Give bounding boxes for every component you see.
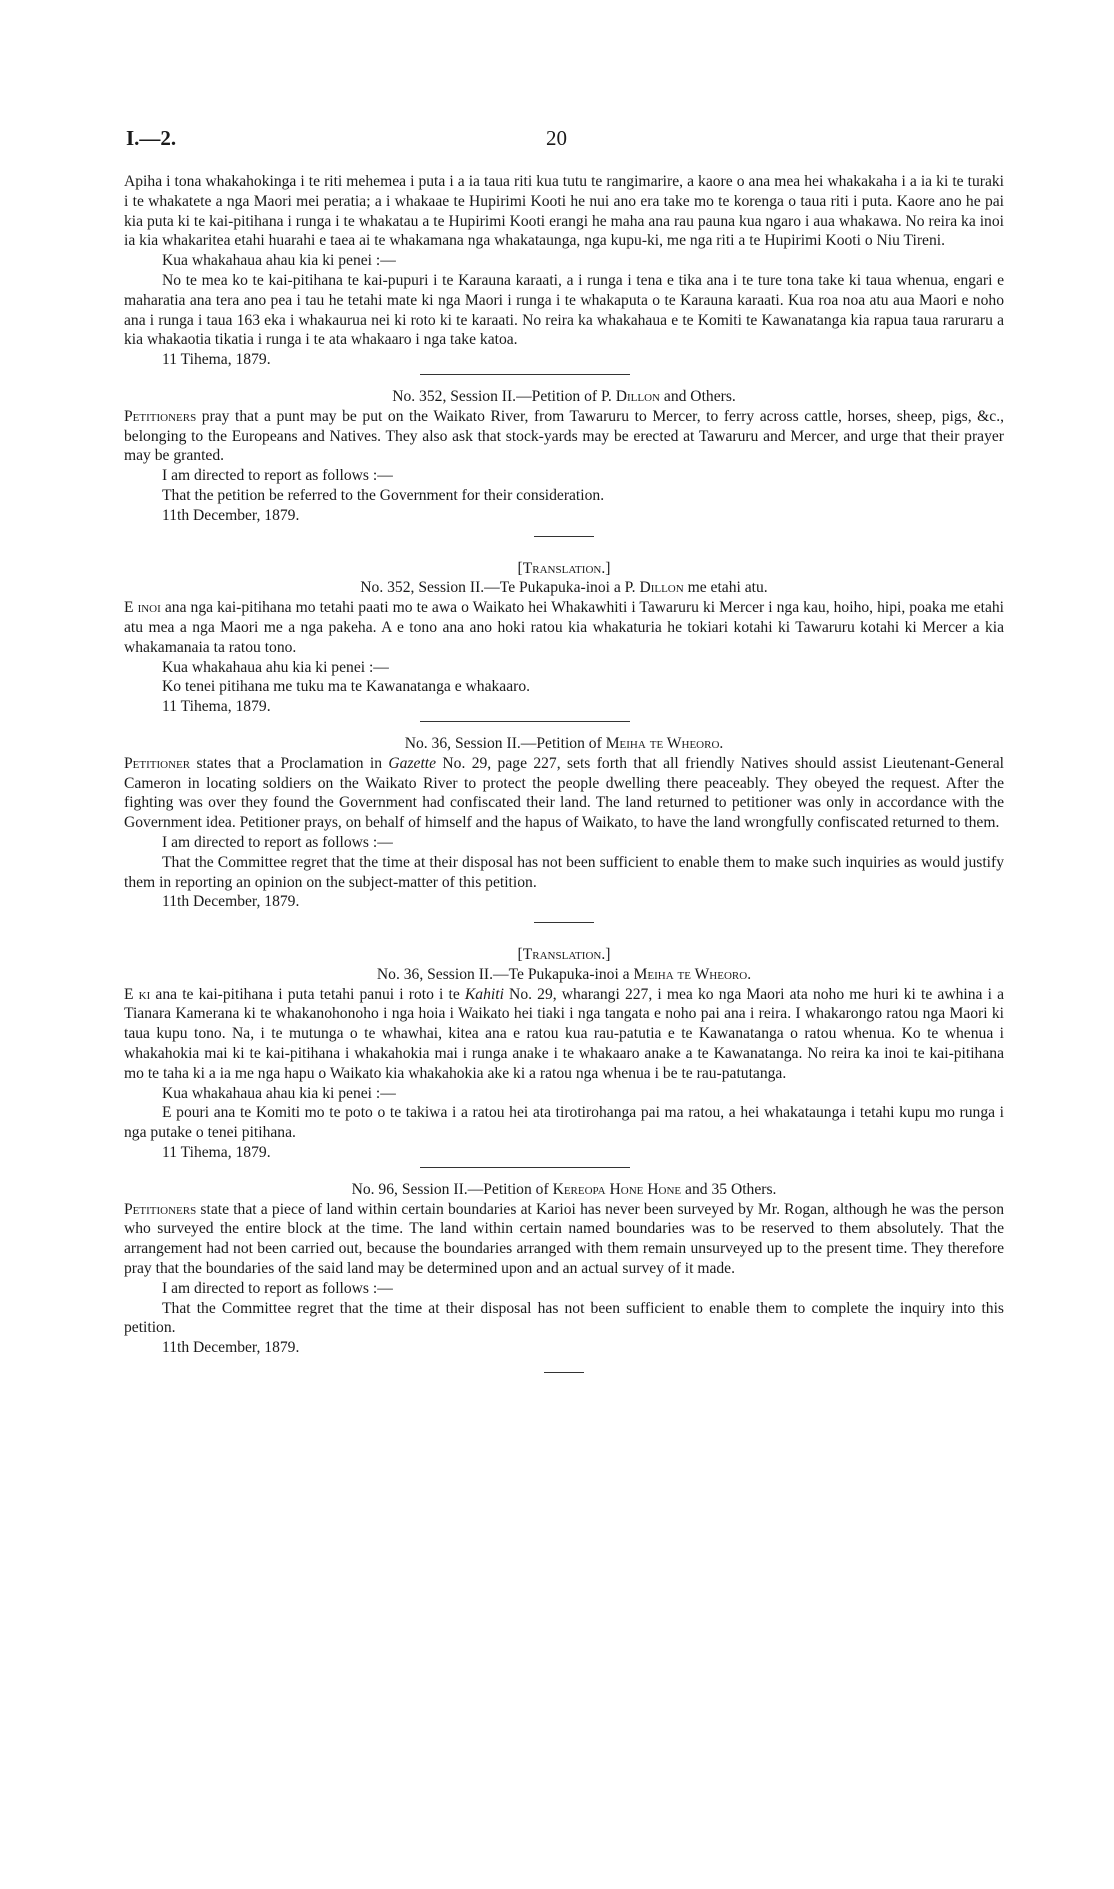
section-heading: No. 96, Session II.—Petition of Kereopa Hone Hone and 35 Others. <box>351 1180 777 1198</box>
paragraph: That the Committee regret that the time at their disposal has not been sufficient to enable them to make such inquiries as would justify them in reporting an opinion on the subject-matter of this petition. <box>124 853 1004 891</box>
section-divider <box>420 721 630 722</box>
paragraph: That the petition be referred to the Government for their consideration. <box>162 486 605 504</box>
section-heading: No. 36, Session II.—Petition of Meiha te Wheoro. <box>404 734 724 752</box>
paragraph: Petitioner states that a Proclamation in Gazette No. 29, page 227, sets forth that all friendly Natives should assist Lieutenant-General Cameron in locating soldiers on the Waikato River to protect the people dwelling there peaceably. They obeyed the request. After the fighting was over they found the Government had confiscated their land. The land returned to petitioner was only in accordance with the Government idea. Petitioner prays, on behalf of himself and the hapus of Waikato, to have the land wrongfully confiscated returned to them. <box>124 754 1004 832</box>
paragraph: Ko tenei pitihana me tuku ma te Kawanatanga e whakaaro. <box>162 678 531 696</box>
paragraph: No te mea ko te kai-pitihana te kai-pupuri i te Karauna karaati, a i runga i tena e tika ana i te ture tona take ki taua whenua, engari e maharatia ana tera ano pea i tau he tetahi mate ki nga Maori i runga i te whakaputa o te Karauna karaati. Kua roa noa atu aua Maori e noho ana i runga i taua 163 eka i whakaurua nei ki roto ki te karaati. No reira ka whakahaua e te Komiti te Kawanatanga kia rapua taua raruraru a kia whakaotia tikatia i runga i te ata whakaaro i nga take katoa. <box>124 271 1004 349</box>
document-reference: I.—2. <box>126 126 177 150</box>
end-divider <box>544 1372 584 1373</box>
page-body <box>124 172 1004 1373</box>
date-line: 11 Tihema, 1879. <box>162 698 271 716</box>
date-line: 11 Tihema, 1879. <box>162 1144 271 1162</box>
section-divider <box>420 1167 630 1168</box>
paragraph: Apiha i tona whakahokinga i te riti mehemea i puta i a ia taua riti kua tutu te rangimarire, a kaore o ana mea hei whakakaha i a ia ki te turaki i te whakatete a nga Maori mei peratia; a i whakaae te Hupirimi Kooti he nui ano era take mo te korenga o taua riti i puta. Kaore ano he pai kia puta ki te kai-pitihana i runga i te whakatau a te Hupirimi Kooti erangi he maha ana rau pauna kua ngaro i aua whakawa. No reira ka inoi ia kia whakaritea etahi huarahi e taea ai te whakamana nga whakataunga, nga kupu-ki, me nga riti a te Hupirimi Kooti o Niu Tireni. <box>124 173 1004 250</box>
date-line: 11 Tihema, 1879. <box>162 351 271 369</box>
section-heading: No. 352, Session II.—Te Pukapuka-inoi a P. Dillon me etahi atu. <box>360 579 768 597</box>
paragraph: E ki ana te kai-pitihana i puta tetahi panui i roto i te Kahiti No. 29, wharangi 227, i mea ko nga Maori ata noho me huri ki te awhina i a Tianara Kamerana ki te whakanohonoho i nga hoia i Waikato hei tiaki i nga tangata e noho pai ana i reira. I whakarongo ratou nga Maori ki taua kupu tono. Na, i te mutunga o te whawhai, kitea ana e ratou kua rau-patutia e te Kawanatanga o ratou whenua. Ko te whenua i whakahokia mai ki te kai-pitihana i whakahokia mai i runga anake i te whakaaro anake a te Kawanatanga. No reira ka inoi te kai-pitihana mo te taha ki a ia me nga hapu o Waikato kia whakahokia ake ki a ratou nga whenua i be te rau-patutanga. <box>124 985 1005 1082</box>
section-heading: No. 36, Session II.—Te Pukapuka-inoi a Meiha te Wheoro. <box>376 965 752 983</box>
paragraph: I am directed to report as follows :— <box>162 467 393 485</box>
paragraph: Petitioners state that a piece of land within certain boundaries at Karioi has never been surveyed by Mr. Rogan, although he was the person who surveyed the entire block at the time. The land within certain named boundaries was to be reserved to them absolutely. That the arrangement had not been carried out, because the boundaries arranged with them remain unsurveyed up to the present time. They therefore pray that the boundaries of the said land may be determined upon and an actual survey of it made. <box>124 1200 1004 1278</box>
paragraph: Kua whakahaua ahau kia ki penei :— <box>162 252 396 270</box>
date-line: 11th December, 1879. <box>162 893 300 911</box>
translation-label: [Translation.] <box>517 946 611 964</box>
date-line: 11th December, 1879. <box>162 506 300 524</box>
paragraph: E inoi ana nga kai-pitihana mo tetahi paati mo te awa o Waikato hei Whakawhiti i Tawaruru ki Mercer i nga kau, hoiho, hipi, poaka me etahi atu mea a nga Maori me a nga pakeha. A e tono ana ano hoki ratou kia whakaturia he tokiari kotahi ki Tawaruru kotahi ki Mercer a kia whakamanaia ta ratou tono. <box>124 599 1004 656</box>
date-line: 11th December, 1879. <box>162 1339 300 1357</box>
short-divider <box>534 922 594 923</box>
paragraph: I am directed to report as follows :— <box>162 833 393 851</box>
paragraph: Kua whakahaua ahau kia ki penei :— <box>162 1084 396 1102</box>
section-heading: No. 352, Session II.—Petition of P. Dillon and Others. <box>392 387 736 405</box>
translation-label: [Translation.] <box>517 559 611 577</box>
paragraph: Petitioners pray that a punt may be put on the Waikato River, from Tawaruru to Mercer, to ferry across cattle, horses, sheep, pigs, &c., belonging to the Europeans and Natives. They also ask that stock-yards may be erected at Tawaruru and Mercer, and urge that their prayer may be granted. <box>124 407 1004 465</box>
page-number: 20 <box>546 126 567 150</box>
paragraph: That the Committee regret that the time at their disposal has not been sufficient to enable them to complete the inquiry into this petition. <box>124 1299 1004 1337</box>
section-divider <box>420 374 630 375</box>
paragraph: I am directed to report as follows :— <box>162 1279 393 1297</box>
page-header <box>126 126 986 156</box>
paragraph: Kua whakahaua ahu kia ki penei :— <box>162 658 389 676</box>
paragraph: E pouri ana te Komiti mo te poto o te takiwa i a ratou hei ata tirotirohanga pai ma ratou, a hei whakataunga i tetahi kupu mo runga i nga putake o tenei pitihana. <box>124 1104 1004 1142</box>
short-divider <box>534 536 594 537</box>
